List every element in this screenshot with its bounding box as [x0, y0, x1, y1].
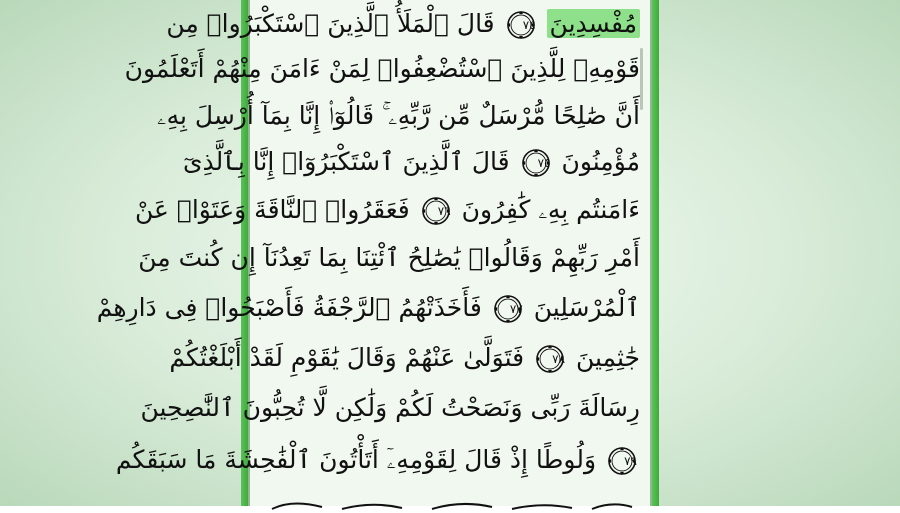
quran-line	[166, 0, 640, 48]
verse-text[interactable]: أَمْرِ رَبِّهِمْ وَقَالُوا۟ يَٰصَٰلِحُ ٱئْتِنَا بِمَا تَعِدُنَآ إِن كُنتَ مِنَ	[138, 243, 640, 272]
verse-text[interactable]: ءَامَنتُم بِهِۦ كَٰفِرُونَ	[461, 195, 640, 224]
verse-text[interactable]: فَعَقَرُوا۟ ٱلنَّاقَةَ وَعَتَوْا۟ عَنْ	[134, 195, 410, 224]
verse-text[interactable]: فَتَوَلَّىٰ عَنْهُمْ وَقَالَ يَٰقَوْمِ لَقَدْ أَبْلَغْتُكُمْ	[169, 343, 525, 372]
verse-text[interactable]: قَوْمِهِۦ لِلَّذِينَ ٱسْتُضْعِفُوا۟ لِمَنْ ءَامَنَ مِنْهُمْ أَتَعْلَمُونَ	[124, 54, 640, 83]
ayah-number-marker[interactable]	[521, 148, 551, 178]
ayah-number: ٧٩	[624, 454, 637, 468]
quran-line	[182, 138, 640, 186]
ayah-number: ٧٤	[522, 18, 536, 32]
ayah-number: ٧٨	[552, 352, 566, 366]
quran-text-lines	[96, 0, 640, 506]
partial-line-marks	[262, 497, 640, 509]
verse-text[interactable]: قَالَ ٱلْمَلَأُ ٱلَّذِينَ ٱسْتَكْبَرُوا۟ مِن	[166, 9, 495, 38]
verse-text[interactable]: رِسَالَةَ رَبِّى وَنَصَحْتُ لَكُمْ وَلَٰكِن لَّا تُحِبُّونَ ٱلنَّٰصِحِينَ	[140, 393, 640, 422]
page-frame-right	[652, 0, 659, 506]
quran-line	[134, 186, 640, 234]
ayah-number-marker[interactable]	[506, 10, 536, 40]
quran-line	[157, 92, 640, 140]
verse-text[interactable]: قَالَ ٱلَّذِينَ ٱسْتَكْبَرُوٓا۟ إِنَّا بِٱلَّذِىٓ	[182, 147, 510, 176]
verse-text[interactable]: جَٰثِمِينَ	[575, 343, 640, 372]
ayah-number-marker[interactable]	[493, 294, 523, 324]
ayah-number: ٧٦	[437, 204, 451, 218]
ayah-number-marker[interactable]	[421, 196, 451, 226]
quran-line	[96, 284, 640, 332]
ayah-number-marker[interactable]	[535, 344, 565, 374]
verse-text[interactable]: مُؤْمِنُونَ	[561, 147, 640, 176]
quran-line	[115, 436, 640, 484]
verse-text[interactable]: فَأَخَذَتْهُمُ ٱلرَّجْفَةُ فَأَصْبَحُوا۟ فِى دَارِهِمْ	[96, 293, 482, 322]
quran-line	[140, 384, 640, 432]
ayah-number: ٧٥	[537, 156, 551, 170]
verse-text[interactable]: ٱلْمُرْسَلِينَ	[533, 293, 640, 322]
ayah-number-marker[interactable]	[607, 446, 637, 476]
scrollbar-thumb[interactable]	[640, 48, 643, 110]
highlighted-word[interactable]: مُفْسِدِينَ	[547, 9, 640, 38]
quran-line	[138, 234, 640, 282]
verse-text[interactable]: أَنَّ صَٰلِحًا مُّرْسَلٌ مِّن رَّبِّهِۦ ۚ قَالُوٓا۟ إِنَّا بِمَآ أُرْسِلَ بِهِۦ	[157, 101, 640, 130]
verse-text[interactable]: وَلُوطًا إِذْ قَالَ لِقَوْمِهِۦٓ أَتَأْتُونَ ٱلْفَٰحِشَةَ مَا سَبَقَكُم	[115, 445, 597, 474]
quran-line	[169, 334, 640, 382]
cutoff-next-line	[262, 494, 640, 506]
quran-line	[124, 45, 640, 93]
ayah-number: ٧٧	[509, 302, 523, 316]
